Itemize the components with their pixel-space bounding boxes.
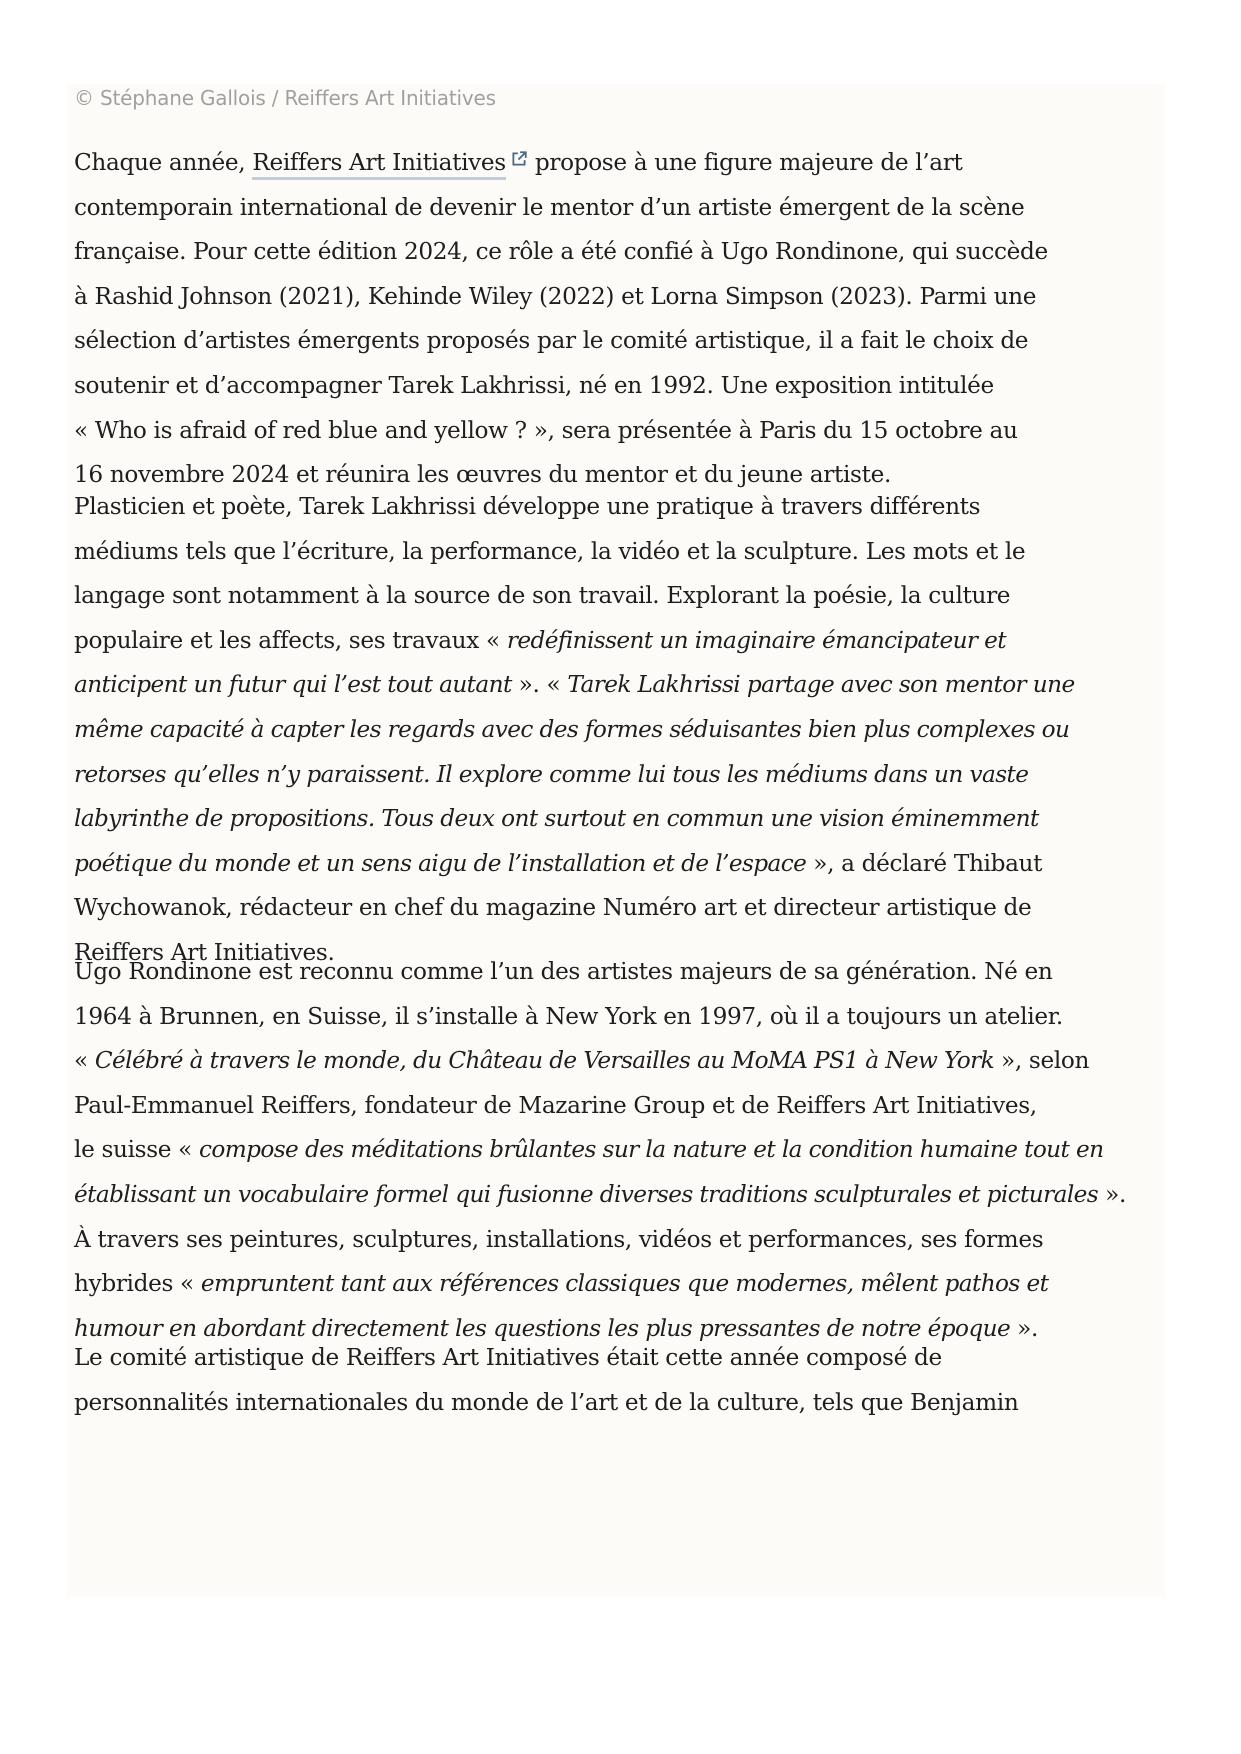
- body-text: Plasticien et poète, Tarek Lakhrissi développe une pratique à travers différents: [74, 493, 981, 520]
- text-line: [74, 663, 1169, 708]
- body-text: Paul-Emmanuel Reiffers, fondateur de Mazarine Group et de Reiffers Art Initiatives,: [74, 1091, 1037, 1119]
- text-line: [74, 364, 1169, 409]
- body-text: « Who is afraid of red blue and yellow ? », sera présentée à Paris du 15 octobre au: [74, 416, 1018, 444]
- body-text: française. Pour cette édition 2024, ce rôle a été confié à Ugo Rondinone, qui succède: [74, 238, 1048, 266]
- body-text: propose à une figure majeure de l’art: [527, 149, 963, 176]
- body-text: Reiffers Art Initiatives.: [74, 938, 335, 966]
- text-line: [74, 842, 1169, 887]
- text-line: [74, 319, 1169, 364]
- text-line: [74, 230, 1169, 275]
- text-line: [74, 797, 1169, 842]
- body-text: Wychowanok, rédacteur en chef du magazine Numéro art et directeur artistique de: [74, 894, 1032, 922]
- body-text: médiums tels que l’écriture, la performance, la vidéo et la sculpture. Les mots et le: [74, 537, 1026, 565]
- text-line: [74, 1262, 1169, 1307]
- paragraph-1: [74, 141, 1169, 498]
- text-line: [74, 1128, 1169, 1173]
- photo-credit-caption: © Stéphane Gallois / Reiffers Art Initiatives: [74, 86, 496, 110]
- text-line: [74, 1336, 1169, 1381]
- text-line: [74, 275, 1169, 320]
- text-line: [74, 1218, 1169, 1263]
- body-text: », a déclaré Thibaut: [806, 849, 1043, 877]
- body-text: ».: [1098, 1180, 1126, 1208]
- quoted-text: compose des méditations brûlantes sur la nature et la condition humaine tout en: [199, 1136, 1104, 1164]
- paragraph-2: [74, 485, 1169, 976]
- external-link-icon: [510, 150, 528, 168]
- quoted-text: labyrinthe de propositions. Tous deux ont surtout en commun une vision éminemment: [74, 805, 1039, 833]
- body-text: à Rashid Johnson (2021), Kehinde Wiley (2022) et Lorna Simpson (2023). Parmi une: [74, 282, 1037, 310]
- text-line: [74, 753, 1169, 798]
- body-text: 1964 à Brunnen, en Suisse, il s’installe à New York en 1997, où il a toujours un atelier.: [74, 1002, 1063, 1030]
- body-text: hybrides «: [74, 1270, 201, 1298]
- quoted-text: redéfinissent un imaginaire émancipateur et: [506, 626, 1007, 654]
- body-text: le suisse «: [74, 1136, 200, 1164]
- paragraph-3: [74, 950, 1169, 1351]
- quoted-text: même capacité à capter les regards avec des formes séduisantes bien plus complexes ou: [74, 715, 1070, 743]
- text-line: [74, 708, 1169, 753]
- body-text: populaire et les affects, ses travaux «: [74, 626, 507, 654]
- quoted-text: anticipent un futur qui l’est tout autant: [74, 671, 512, 699]
- reiffers-art-initiatives-link[interactable]: Reiffers Art Initiatives: [252, 149, 505, 180]
- body-text: À travers ses peintures, sculptures, installations, vidéos et performances, ses formes: [74, 1225, 1044, 1253]
- quoted-text: humour en abordant directement les questions les plus pressantes de notre époque: [74, 1314, 1011, 1342]
- quoted-text: empruntent tant aux références classiques que modernes, mêlent pathos et: [200, 1270, 1049, 1298]
- text-line: [74, 1084, 1169, 1129]
- quoted-text: retorses qu’elles n’y paraissent. Il explore comme lui tous les médiums dans un vaste: [74, 760, 1029, 788]
- body-text: », selon: [994, 1047, 1090, 1075]
- quoted-text: Tarek Lakhrissi partage avec son mentor une: [567, 671, 1075, 699]
- body-text: Le comité artistique de Reiffers Art Initiatives était cette année composé de: [74, 1344, 942, 1371]
- text-line: [74, 619, 1169, 664]
- quoted-text: établissant un vocabulaire formel qui fusionne diverses traditions sculpturales et picturales: [74, 1180, 1099, 1208]
- text-line: [74, 186, 1169, 231]
- text-line: [74, 1039, 1169, 1084]
- body-text: Chaque année,: [74, 149, 253, 176]
- text-line: [74, 530, 1169, 575]
- text-line: [74, 141, 1169, 186]
- body-text: ».: [1010, 1314, 1038, 1342]
- body-text: «: [74, 1047, 95, 1075]
- text-line: [74, 409, 1169, 454]
- body-text: soutenir et d’accompagner Tarek Lakhrissi, né en 1992. Une exposition intitulée: [74, 371, 994, 399]
- text-line: [74, 950, 1169, 995]
- text-line: [74, 1381, 1169, 1426]
- body-text: contemporain international de devenir le mentor d’un artiste émergent de la scène: [74, 193, 1025, 221]
- body-text: 16 novembre 2024 et réunira les œuvres du mentor et du jeune artiste.: [74, 461, 891, 489]
- body-text: Ugo Rondinone est reconnu comme l’un des artistes majeurs de sa génération. Né en: [74, 958, 1053, 985]
- body-text: sélection d’artistes émergents proposés par le comité artistique, il a fait le choix de: [74, 327, 1029, 355]
- text-line: [74, 995, 1169, 1040]
- text-line: [74, 485, 1169, 530]
- body-text: langage sont notamment à la source de son travail. Explorant la poésie, la culture: [74, 582, 1011, 610]
- text-line: [74, 886, 1169, 931]
- paragraph-4: [74, 1336, 1169, 1425]
- quoted-text: Célébré à travers le monde, du Château de Versailles au MoMA PS1 à New York: [94, 1047, 995, 1075]
- text-line: [74, 1173, 1169, 1218]
- body-text: ». «: [511, 671, 568, 699]
- body-text: personnalités internationales du monde de l’art et de la culture, tels que Benjamin: [74, 1388, 1019, 1416]
- text-line: [74, 574, 1169, 619]
- quoted-text: poétique du monde et un sens aigu de l’installation et de l’espace: [74, 849, 807, 877]
